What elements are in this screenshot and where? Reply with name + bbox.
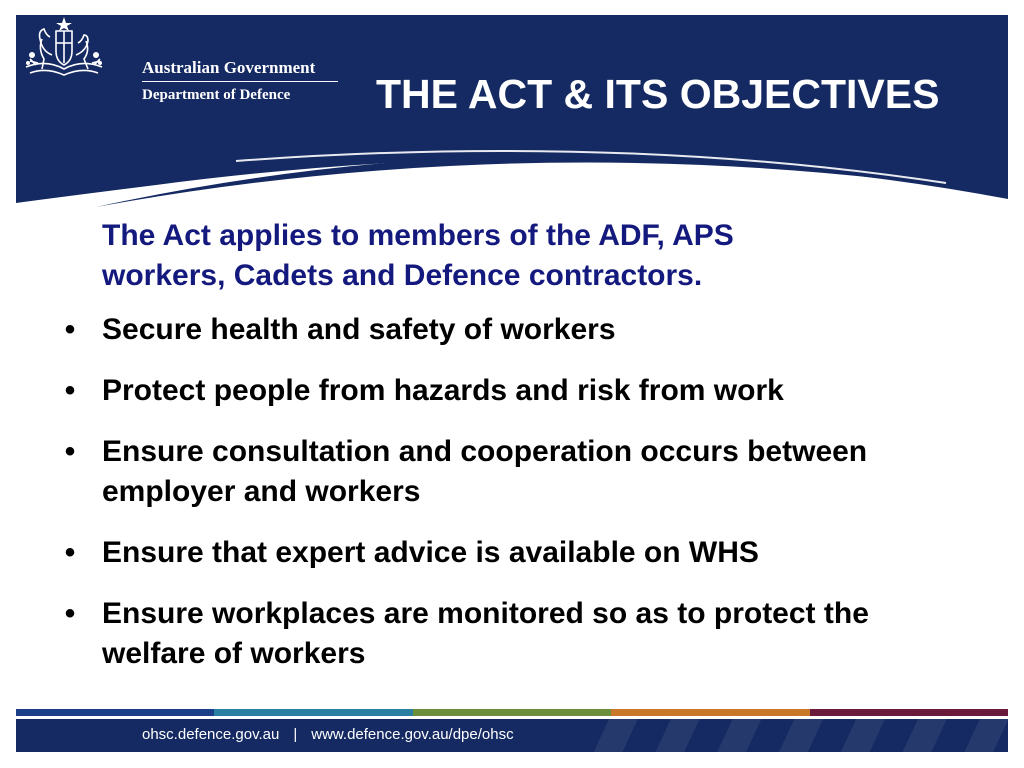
stripe-segment <box>214 709 412 716</box>
color-stripe <box>16 709 1008 716</box>
objectives-list <box>60 310 960 674</box>
org-line-australian-government: Australian Government <box>142 58 316 77</box>
list-item-text: Ensure that expert advice is available on WHS <box>102 536 759 569</box>
list-item-text: Protect people from hazards and risk from work <box>102 374 784 407</box>
bullet-icon: • <box>64 374 76 407</box>
bullet-icon: • <box>64 597 76 630</box>
bullet-icon: • <box>64 313 76 346</box>
list-item <box>60 533 960 573</box>
intro-statement: The Act applies to members of the ADF, APS workers, Cadets and Defence contractors. <box>102 219 734 292</box>
footer-pattern <box>576 719 1008 752</box>
list-item <box>60 310 960 350</box>
list-item-text: Ensure workplaces are monitored so as to protect the welfare of workers <box>102 597 869 670</box>
bullet-icon: • <box>64 536 76 569</box>
coat-of-arms-icon <box>16 15 112 87</box>
list-item-text: Secure health and safety of workers <box>102 313 616 346</box>
slide-footer <box>16 719 1008 752</box>
list-item <box>60 594 960 674</box>
footer-links <box>142 726 514 744</box>
footer-link-defence[interactable]: www.defence.gov.au/dpe/ohsc <box>311 726 514 743</box>
stripe-segment <box>16 709 214 716</box>
stripe-segment <box>611 709 809 716</box>
stripe-segment <box>810 709 1008 716</box>
list-item <box>60 371 960 411</box>
list-item-text: Ensure consultation and cooperation occurs between employer and workers <box>102 435 868 508</box>
footer-link-ohsc[interactable]: ohsc.defence.gov.au <box>142 726 280 743</box>
slide-body <box>60 216 960 695</box>
org-line-department: Department of Defence <box>142 87 291 103</box>
government-wordmark <box>142 58 338 104</box>
footer-separator: | <box>293 726 298 743</box>
wordmark-divider <box>142 81 338 82</box>
slide-header <box>16 15 1008 211</box>
stripe-segment <box>413 709 611 716</box>
bullet-icon: • <box>64 435 76 468</box>
slide-title: THE ACT & ITS OBJECTIVES <box>376 71 940 117</box>
list-item <box>60 432 960 512</box>
